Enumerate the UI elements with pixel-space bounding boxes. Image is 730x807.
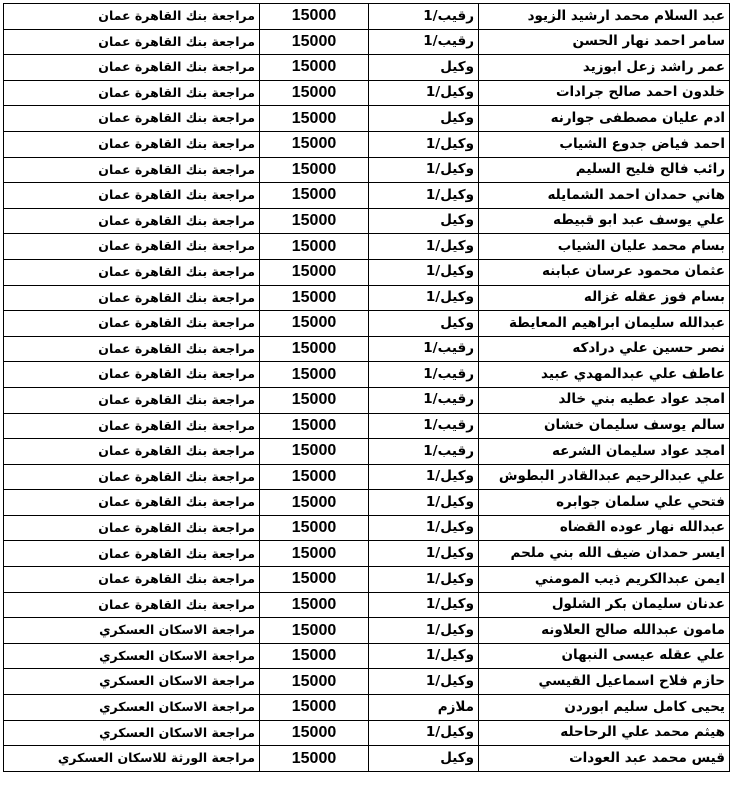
person-name-cell: قيس محمد عبد العودات	[479, 746, 730, 772]
rank-cell: وكيل/1	[369, 720, 479, 746]
rank-cell: ملازم	[369, 695, 479, 721]
table-row	[4, 183, 730, 209]
rank-cell: وكيل	[369, 106, 479, 132]
amount-cell: 15000	[260, 157, 369, 183]
amount-cell: 15000	[260, 29, 369, 55]
amount-cell: 15000	[260, 4, 369, 30]
rank-cell: وكيل	[369, 311, 479, 337]
table-row	[4, 592, 730, 618]
note-cell: مراجعة الاسكان العسكري	[4, 643, 260, 669]
person-name-cell: امجد عواد سليمان الشرعه	[479, 439, 730, 465]
amount-cell: 15000	[260, 234, 369, 260]
rank-cell: وكيل/1	[369, 669, 479, 695]
note-cell: مراجعة بنك القاهرة عمان	[4, 413, 260, 439]
amount-cell: 15000	[260, 259, 369, 285]
rank-cell: وكيل/1	[369, 592, 479, 618]
amount-cell: 15000	[260, 464, 369, 490]
person-name-cell: سالم يوسف سليمان خشان	[479, 413, 730, 439]
person-name-cell: علي عبدالرحيم عبدالقادر البطوش	[479, 464, 730, 490]
person-name-cell: سامر احمد نهار الحسن	[479, 29, 730, 55]
rank-cell: رقيب/1	[369, 29, 479, 55]
table-row	[4, 643, 730, 669]
amount-cell: 15000	[260, 515, 369, 541]
note-cell: مراجعة بنك القاهرة عمان	[4, 336, 260, 362]
rank-cell: رقيب/1	[369, 336, 479, 362]
note-cell: مراجعة بنك القاهرة عمان	[4, 55, 260, 81]
person-name-cell: علي يوسف عبد ابو قبيطه	[479, 208, 730, 234]
table-row	[4, 439, 730, 465]
table-row	[4, 157, 730, 183]
amount-cell: 15000	[260, 131, 369, 157]
note-cell: مراجعة بنك القاهرة عمان	[4, 106, 260, 132]
note-cell: مراجعة بنك القاهرة عمان	[4, 387, 260, 413]
note-cell: مراجعة بنك القاهرة عمان	[4, 80, 260, 106]
names-table	[3, 3, 730, 772]
note-cell: مراجعة الاسكان العسكري	[4, 720, 260, 746]
table-row	[4, 464, 730, 490]
note-cell: مراجعة الاسكان العسكري	[4, 695, 260, 721]
note-cell: مراجعة بنك القاهرة عمان	[4, 515, 260, 541]
table-row	[4, 362, 730, 388]
person-name-cell: بسام محمد عليان الشياب	[479, 234, 730, 260]
note-cell: مراجعة بنك القاهرة عمان	[4, 183, 260, 209]
amount-cell: 15000	[260, 669, 369, 695]
note-cell: مراجعة بنك القاهرة عمان	[4, 285, 260, 311]
person-name-cell: هيثم محمد علي الرحاحله	[479, 720, 730, 746]
rank-cell: وكيل	[369, 55, 479, 81]
table-row	[4, 259, 730, 285]
person-name-cell: فتحي علي سلمان جوابره	[479, 490, 730, 516]
note-cell: مراجعة بنك القاهرة عمان	[4, 259, 260, 285]
table-row	[4, 4, 730, 30]
rank-cell: وكيل/1	[369, 490, 479, 516]
amount-cell: 15000	[260, 746, 369, 772]
rank-cell: وكيل/1	[369, 643, 479, 669]
rank-cell: وكيل/1	[369, 618, 479, 644]
person-name-cell: عبدالله سليمان ابراهيم المعايطة	[479, 311, 730, 337]
amount-cell: 15000	[260, 387, 369, 413]
person-name-cell: هاني حمدان احمد الشمايله	[479, 183, 730, 209]
table-row	[4, 285, 730, 311]
table-row	[4, 131, 730, 157]
rank-cell: رقيب/1	[369, 439, 479, 465]
table-row	[4, 541, 730, 567]
note-cell: مراجعة الورثة للاسكان العسكري	[4, 746, 260, 772]
person-name-cell: خلدون احمد صالح جرادات	[479, 80, 730, 106]
note-cell: مراجعة الاسكان العسكري	[4, 618, 260, 644]
person-name-cell: نصر حسين علي درادكه	[479, 336, 730, 362]
amount-cell: 15000	[260, 55, 369, 81]
rank-cell: وكيل/1	[369, 183, 479, 209]
amount-cell: 15000	[260, 362, 369, 388]
note-cell: مراجعة بنك القاهرة عمان	[4, 541, 260, 567]
amount-cell: 15000	[260, 618, 369, 644]
amount-cell: 15000	[260, 695, 369, 721]
rank-cell: وكيل/1	[369, 259, 479, 285]
amount-cell: 15000	[260, 720, 369, 746]
person-name-cell: عاطف علي عبدالمهدي عبيد	[479, 362, 730, 388]
table-row	[4, 311, 730, 337]
table-row	[4, 695, 730, 721]
note-cell: مراجعة الاسكان العسكري	[4, 669, 260, 695]
person-name-cell: بسام فوز عقله غزاله	[479, 285, 730, 311]
person-name-cell: ايمن عبدالكريم ذيب المومني	[479, 567, 730, 593]
amount-cell: 15000	[260, 285, 369, 311]
amount-cell: 15000	[260, 311, 369, 337]
person-name-cell: علي عقله عيسى النبهان	[479, 643, 730, 669]
person-name-cell: احمد فياض جدوع الشياب	[479, 131, 730, 157]
table-row	[4, 80, 730, 106]
person-name-cell: يحيى كامل سليم ابوردن	[479, 695, 730, 721]
table-row	[4, 567, 730, 593]
rank-cell: وكيل/1	[369, 234, 479, 260]
table-row	[4, 336, 730, 362]
person-name-cell: عبدالله نهار عوده القضاه	[479, 515, 730, 541]
table-row	[4, 234, 730, 260]
note-cell: مراجعة بنك القاهرة عمان	[4, 362, 260, 388]
amount-cell: 15000	[260, 643, 369, 669]
person-name-cell: امجد عواد عطيه بني خالد	[479, 387, 730, 413]
table-row	[4, 208, 730, 234]
amount-cell: 15000	[260, 106, 369, 132]
amount-cell: 15000	[260, 592, 369, 618]
person-name-cell: عمر راشد زعل ابوزيد	[479, 55, 730, 81]
rank-cell: رقيب/1	[369, 362, 479, 388]
table-body	[4, 4, 730, 772]
rank-cell: وكيل/1	[369, 567, 479, 593]
note-cell: مراجعة بنك القاهرة عمان	[4, 131, 260, 157]
amount-cell: 15000	[260, 80, 369, 106]
amount-cell: 15000	[260, 183, 369, 209]
table-row	[4, 29, 730, 55]
amount-cell: 15000	[260, 439, 369, 465]
amount-cell: 15000	[260, 541, 369, 567]
note-cell: مراجعة بنك القاهرة عمان	[4, 29, 260, 55]
amount-cell: 15000	[260, 336, 369, 362]
table-row	[4, 413, 730, 439]
rank-cell: وكيل/1	[369, 285, 479, 311]
rank-cell: رقيب/1	[369, 413, 479, 439]
rank-cell: وكيل/1	[369, 157, 479, 183]
rank-cell: وكيل/1	[369, 541, 479, 567]
amount-cell: 15000	[260, 413, 369, 439]
table-row	[4, 618, 730, 644]
table-row	[4, 515, 730, 541]
note-cell: مراجعة بنك القاهرة عمان	[4, 439, 260, 465]
rank-cell: وكيل/1	[369, 515, 479, 541]
rank-cell: وكيل/1	[369, 464, 479, 490]
note-cell: مراجعة بنك القاهرة عمان	[4, 592, 260, 618]
person-name-cell: عدنان سليمان بكر الشلول	[479, 592, 730, 618]
note-cell: مراجعة بنك القاهرة عمان	[4, 490, 260, 516]
rank-cell: وكيل	[369, 746, 479, 772]
amount-cell: 15000	[260, 490, 369, 516]
rank-cell: رقيب/1	[369, 387, 479, 413]
table-row	[4, 490, 730, 516]
table-row	[4, 106, 730, 132]
person-name-cell: حازم فلاح اسماعيل القيسي	[479, 669, 730, 695]
person-name-cell: رائب فالح فليح السليم	[479, 157, 730, 183]
rank-cell: وكيل/1	[369, 131, 479, 157]
note-cell: مراجعة بنك القاهرة عمان	[4, 4, 260, 30]
table-row	[4, 387, 730, 413]
note-cell: مراجعة بنك القاهرة عمان	[4, 311, 260, 337]
table-row	[4, 55, 730, 81]
note-cell: مراجعة بنك القاهرة عمان	[4, 234, 260, 260]
table-row	[4, 720, 730, 746]
rank-cell: وكيل	[369, 208, 479, 234]
person-name-cell: ايسر حمدان ضيف الله بني ملحم	[479, 541, 730, 567]
rank-cell: رقيب/1	[369, 4, 479, 30]
amount-cell: 15000	[260, 567, 369, 593]
rank-cell: وكيل/1	[369, 80, 479, 106]
note-cell: مراجعة بنك القاهرة عمان	[4, 208, 260, 234]
person-name-cell: عثمان محمود عرسان عبابنه	[479, 259, 730, 285]
person-name-cell: ادم عليان مصطفى جوارنه	[479, 106, 730, 132]
person-name-cell: مامون عبدالله صالح العلاونه	[479, 618, 730, 644]
note-cell: مراجعة بنك القاهرة عمان	[4, 464, 260, 490]
person-name-cell: عبد السلام محمد ارشيد الزيود	[479, 4, 730, 30]
table-row	[4, 746, 730, 772]
amount-cell: 15000	[260, 208, 369, 234]
note-cell: مراجعة بنك القاهرة عمان	[4, 157, 260, 183]
table-row	[4, 669, 730, 695]
note-cell: مراجعة بنك القاهرة عمان	[4, 567, 260, 593]
